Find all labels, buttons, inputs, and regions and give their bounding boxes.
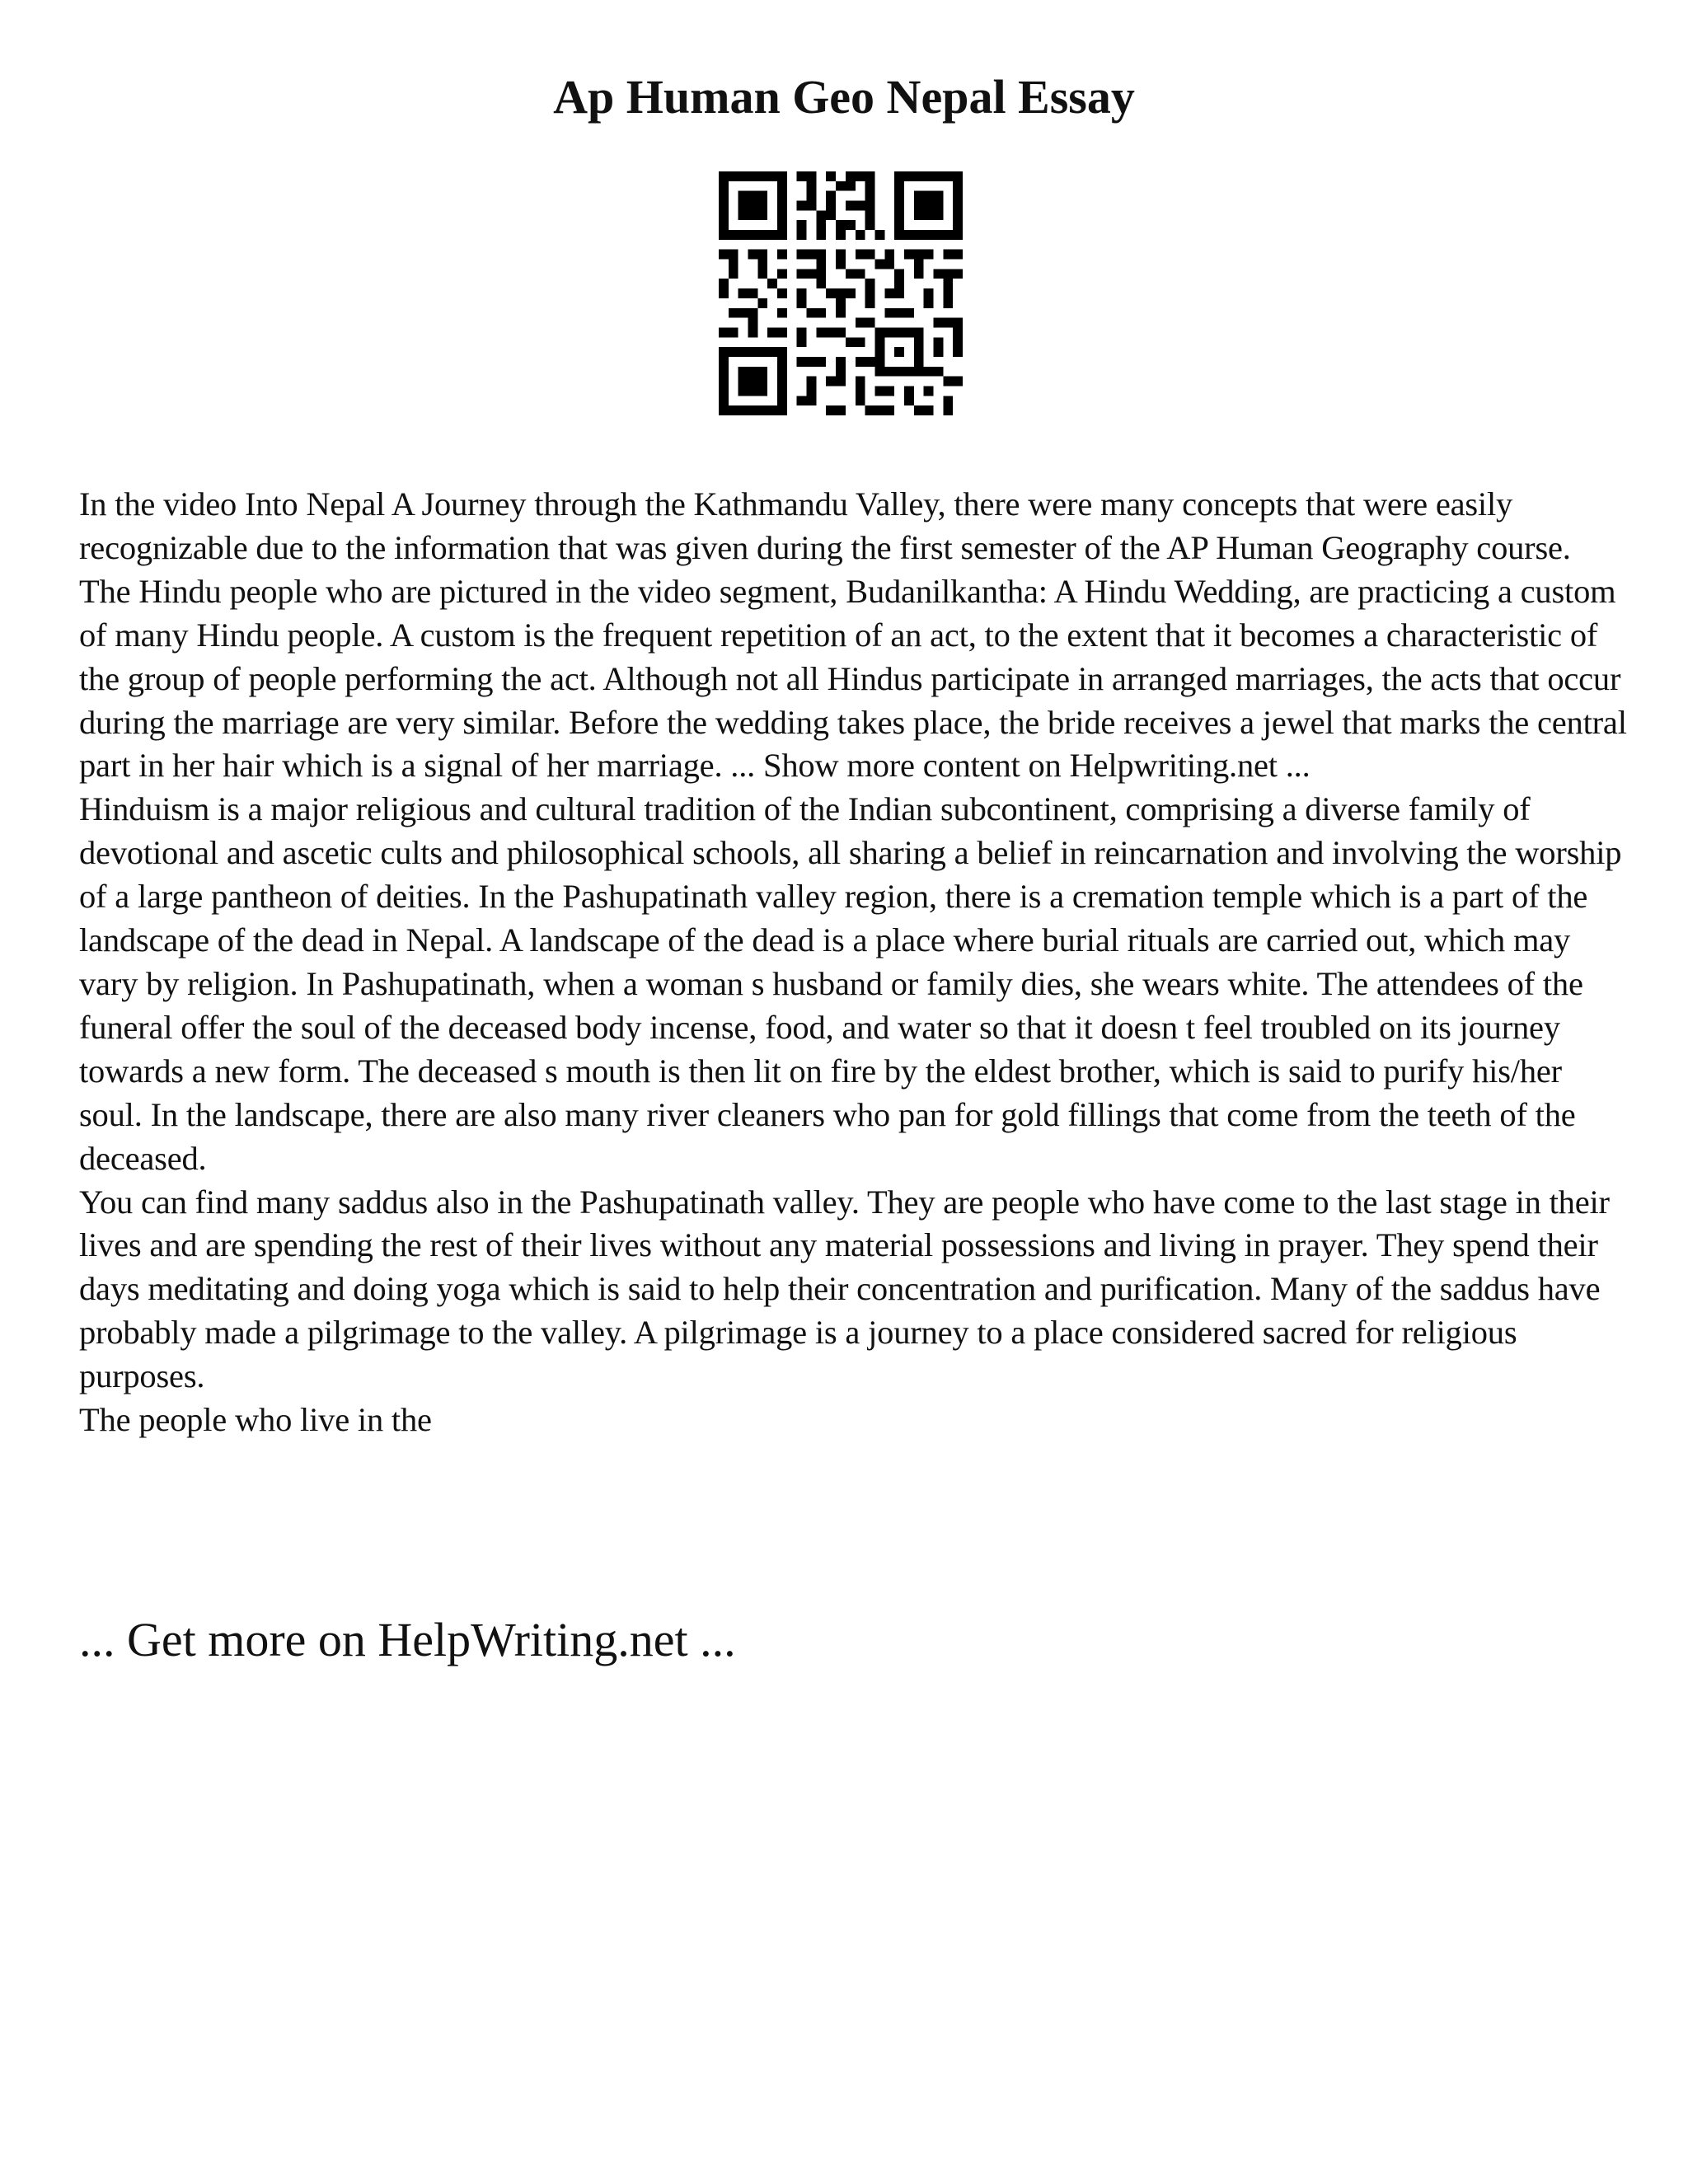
get-more-link[interactable]: ... Get more on HelpWriting.net ... bbox=[79, 1613, 736, 1666]
essay-paragraph-1: In the video Into Nepal A Journey through the Kathmandu Valley, there were many concepts that were easily recognizable due to the information that was given during the first semester of the AP Human Geography course. bbox=[79, 485, 1571, 566]
essay-paragraph-3: Hinduism is a major religious and cultural tradition of the Indian subcontinent, comprising a diverse family of devotional and ascetic cults and philosophical schools, all sharing a belief in reincarnation and involving the worship of a large pantheon of deities. In the Pashupatinath valley region, there is a cremation temple which is a part of the landscape of the dead in Nepal. A landscape of the dead is a place where burial rituals are carried out, which may vary by religion. In Pashupatinath, when a woman s husband or family dies, she wears white. The attendees of the funeral offer the soul of the deceased body incense, food, and water so that it doesn t feel troubled on its journey towards a new form. The deceased s mouth is then lit on fire by the eldest brother, which is said to purify his/her soul. In the landscape, there are also many river cleaners who pan for gold fillings that come from the teeth of the deceased. bbox=[79, 790, 1622, 1177]
document-title: Ap Human Geo Nepal Essay bbox=[553, 69, 1135, 124]
qr-code-icon bbox=[719, 171, 963, 415]
essay-paragraph-2: The Hindu people who are pictured in the video segment, Budanilkantha: A Hindu Wedding, are practicing a custom of many Hindu people. A custom is the frequent repetition of an act, to the extent that it becomes a characteristic of the group of people performing the act. Although not all Hindus participate in arranged marriages, the acts that occur during the marriage are very similar. Before the wedding takes place, the bride receives a jewel that marks the central part in her hair which is a signal of her marriage. ... Show more content on Helpwriting.net ... bbox=[79, 572, 1627, 785]
essay-paragraph-5: The people who live in the bbox=[79, 1401, 432, 1439]
essay-paragraph-4: You can find many saddus also in the Pashupatinath valley. They are people who have come to the last stage in their lives and are spending the rest of their lives without any material possessions and living in prayer. They spend their days meditating and doing yoga which is said to help their concentration and purification. Many of the saddus have probably made a pilgrimage to the valley. A pilgrimage is a journey to a place considered sacred for religious purposes. bbox=[79, 1183, 1610, 1395]
essay-body bbox=[79, 483, 1629, 1442]
